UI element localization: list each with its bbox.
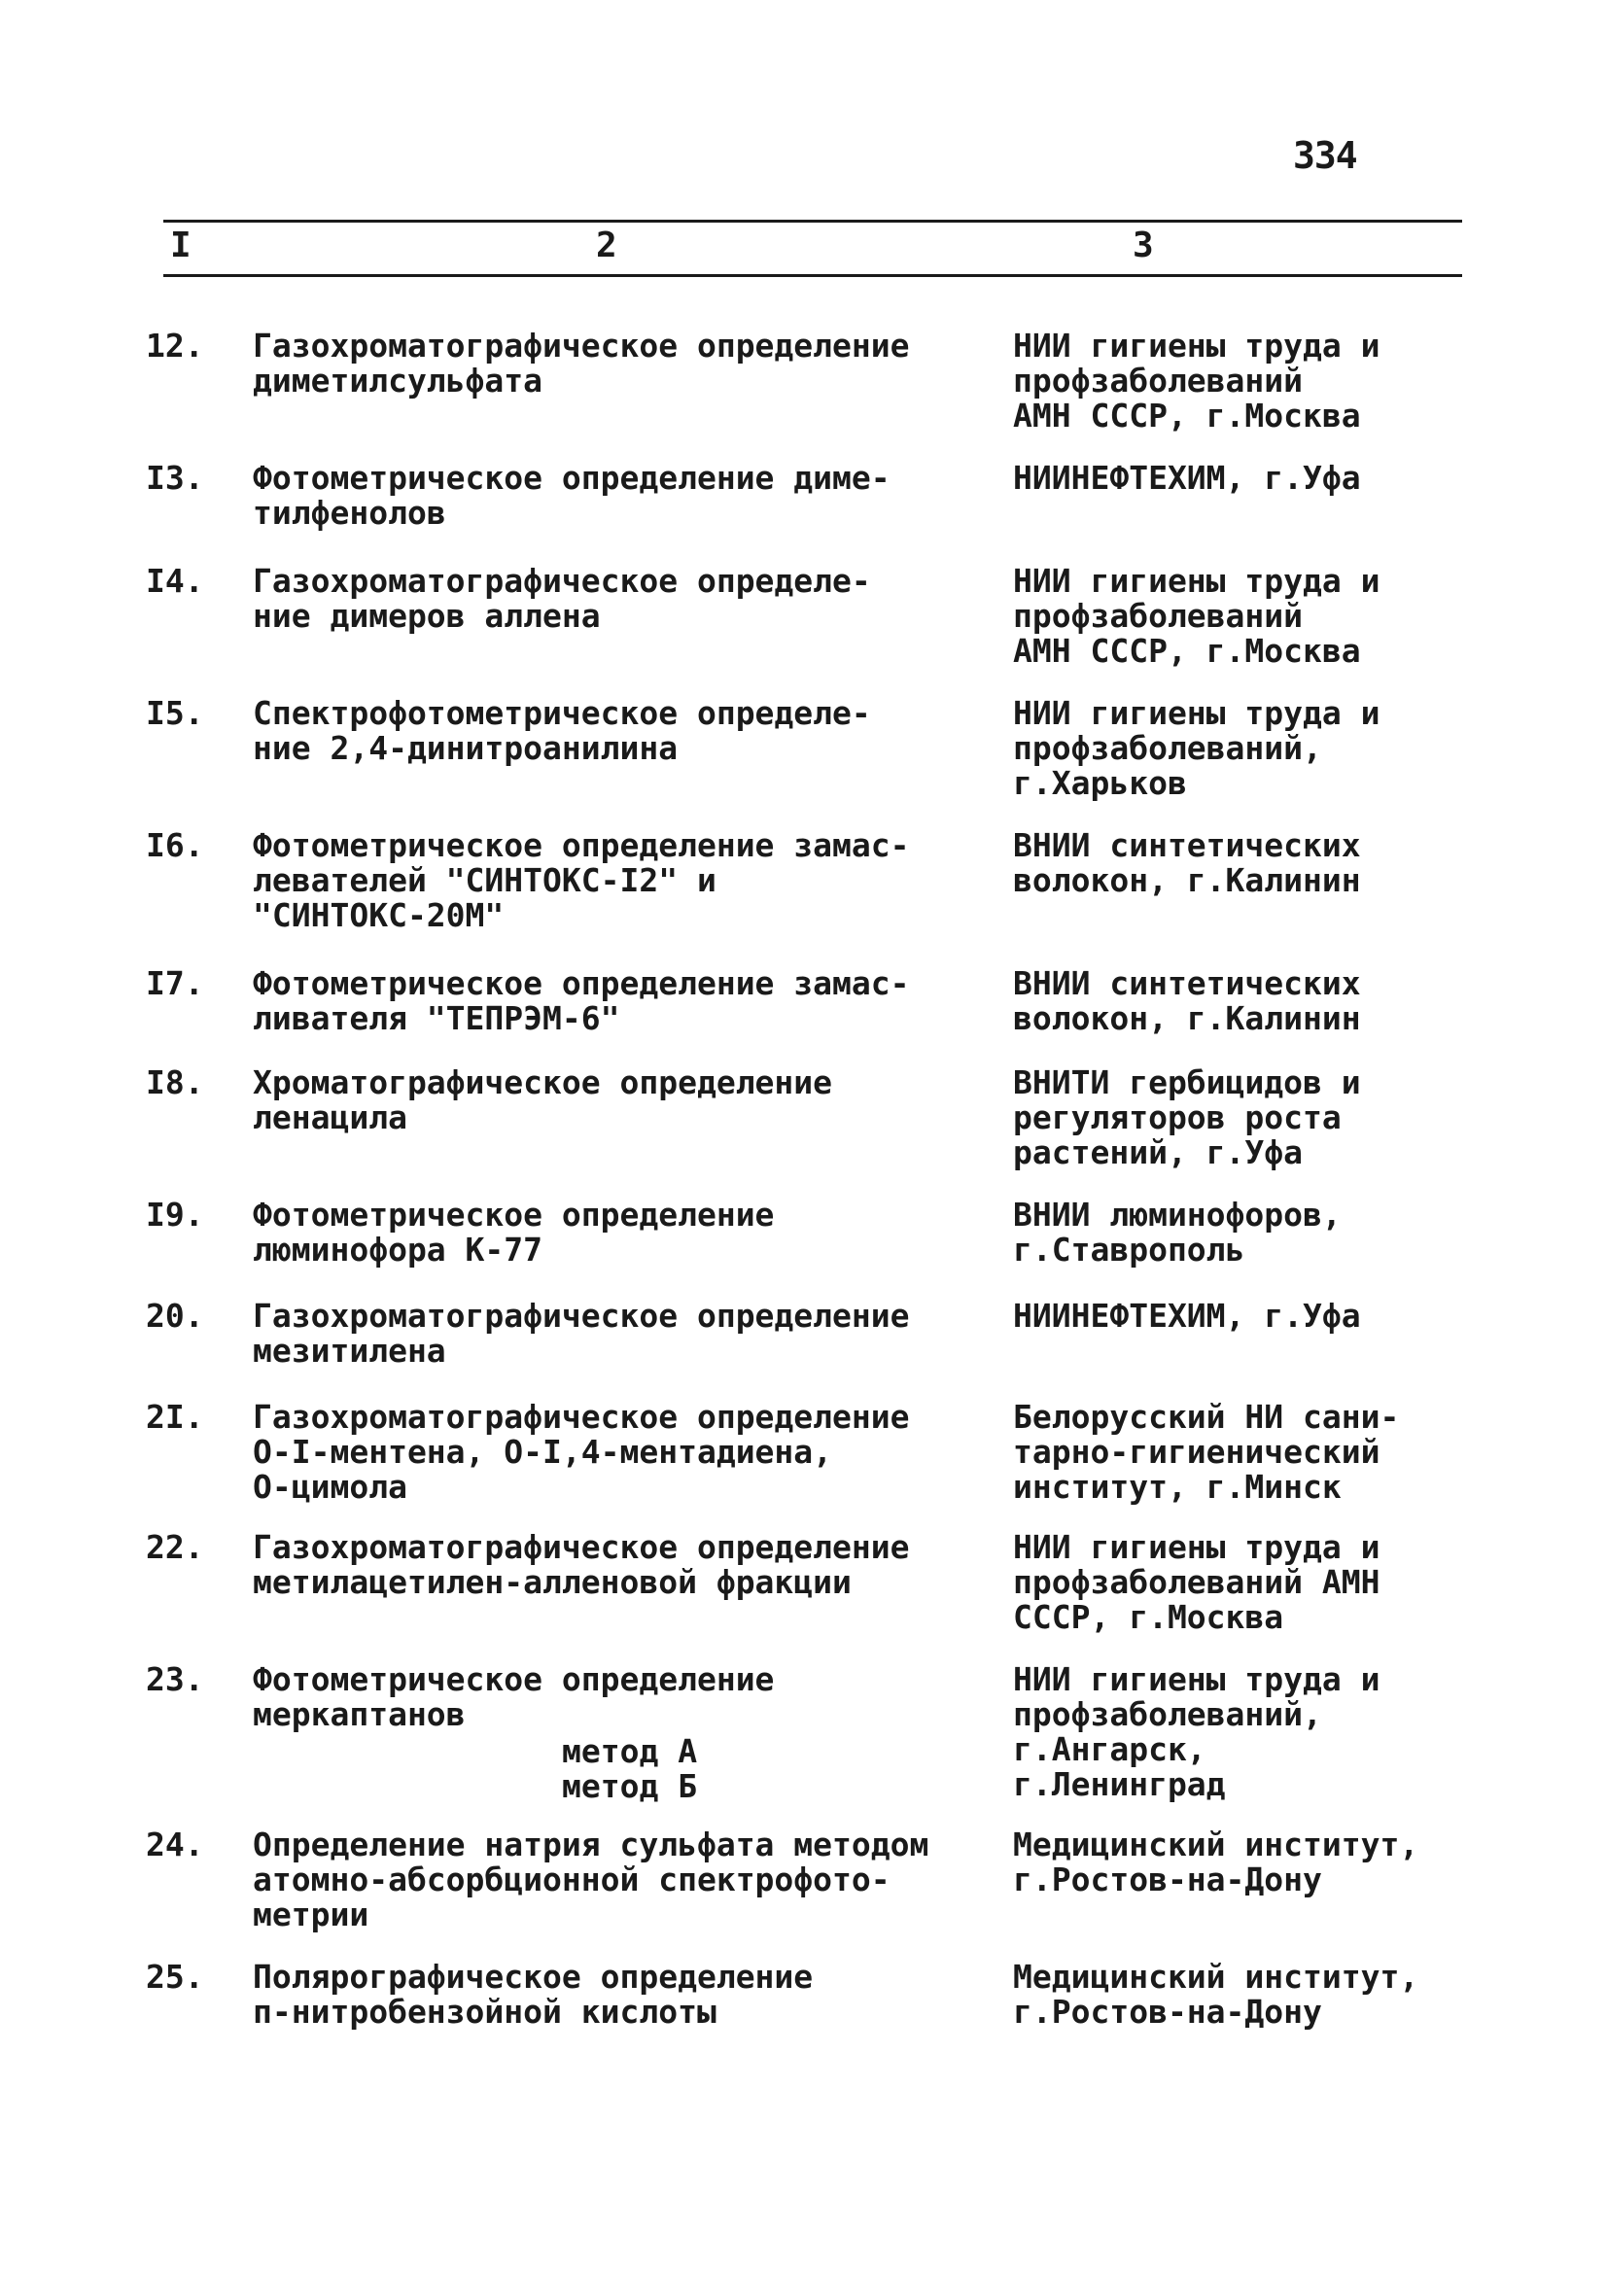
row-number: I9. (146, 1196, 204, 1234)
row-number: 22. (146, 1528, 204, 1566)
row-number: I7. (146, 964, 204, 1002)
row-methods: метод А метод Б (562, 1732, 698, 1805)
row-title: Полярографическое определение п-нитробензойной кислоты (253, 1958, 814, 2031)
row-organization: НИИ гигиены труда и профзаболеваний АМН СССР, г.Москва (1013, 1528, 1380, 1636)
row-title: Спектрофотометрическое определе- ние 2,4-динитроанилина (253, 694, 871, 767)
row-organization: ВНИИ синтетических волокон, г.Калинин (1013, 964, 1361, 1037)
row-title: Газохроматографическое определение мезитилена (253, 1297, 910, 1370)
row-number: I6. (146, 826, 204, 864)
row-organization: НИИ гигиены труда и профзаболеваний АМН СССР, г.Москва (1013, 562, 1380, 670)
row-title: Газохроматографическое определе- ние димеров аллена (253, 562, 871, 635)
row-organization: НИИ гигиены труда и профзаболеваний АМН СССР, г.Москва (1013, 327, 1380, 435)
row-organization: Белорусский НИ сани- тарно-гигиенический институт, г.Минск (1013, 1398, 1400, 1506)
row-number: I8. (146, 1063, 204, 1101)
row-number: I5. (146, 694, 204, 732)
column-header-3: 3 (1133, 226, 1154, 265)
row-organization: ВНИИ синтетических волокон, г.Калинин (1013, 826, 1361, 899)
row-number: 23. (146, 1660, 204, 1698)
row-title: Хроматографическое определение ленацила (253, 1063, 833, 1136)
row-title: Фотометрическое определение меркаптанов (253, 1660, 775, 1733)
row-title: Газохроматографическое определение О-I-ментена, О-I,4-ментадиена, О-цимола (253, 1398, 910, 1506)
row-organization: ВНИТИ гербицидов и регуляторов роста растений, г.Уфа (1013, 1063, 1361, 1171)
row-number: I4. (146, 562, 204, 600)
table-top-rule (163, 220, 1462, 223)
table-header-rule (163, 274, 1462, 277)
row-number: 20. (146, 1297, 204, 1335)
row-title: Фотометрическое определение замас- левателей "СИНТОКС-I2" и "СИНТОКС-20М" (253, 826, 910, 934)
row-organization: НИИНЕФТЕХИМ, г.Уфа (1013, 1297, 1361, 1335)
row-number: 24. (146, 1826, 204, 1863)
row-number: I3. (146, 459, 204, 497)
row-number: 12. (146, 327, 204, 365)
row-title: Фотометрическое определение диме- тилфенолов (253, 459, 891, 532)
column-header-1: I (170, 226, 192, 265)
row-title: Определение натрия сульфата методом атомно-абсорбционной спектрофото- метрии (253, 1826, 929, 1933)
row-title: Газохроматографическое определение диметилсульфата (253, 327, 910, 400)
row-organization: НИИНЕФТЕХИМ, г.Уфа (1013, 459, 1361, 497)
row-number: 25. (146, 1958, 204, 1996)
row-title: Газохроматографическое определение метилацетилен-алленовой фракции (253, 1528, 910, 1601)
row-title: Фотометрическое определение люминофора К-77 (253, 1196, 775, 1269)
row-organization: НИИ гигиены труда и профзаболеваний, г.Ангарск, г.Ленинград (1013, 1660, 1380, 1803)
row-number: 2I. (146, 1398, 204, 1436)
row-organization: ВНИИ люминофоров, г.Ставрополь (1013, 1196, 1342, 1269)
column-header-2: 2 (596, 226, 617, 265)
page-number: 334 (1293, 134, 1357, 177)
row-title: Фотометрическое определение замас- ливателя "ТЕПРЭМ-6" (253, 964, 910, 1037)
row-organization: Медицинский институт, г.Ростов-на-Дону (1013, 1958, 1419, 2031)
row-organization: Медицинский институт, г.Ростов-на-Дону (1013, 1826, 1419, 1898)
row-organization: НИИ гигиены труда и профзаболеваний, г.Харьков (1013, 694, 1380, 802)
